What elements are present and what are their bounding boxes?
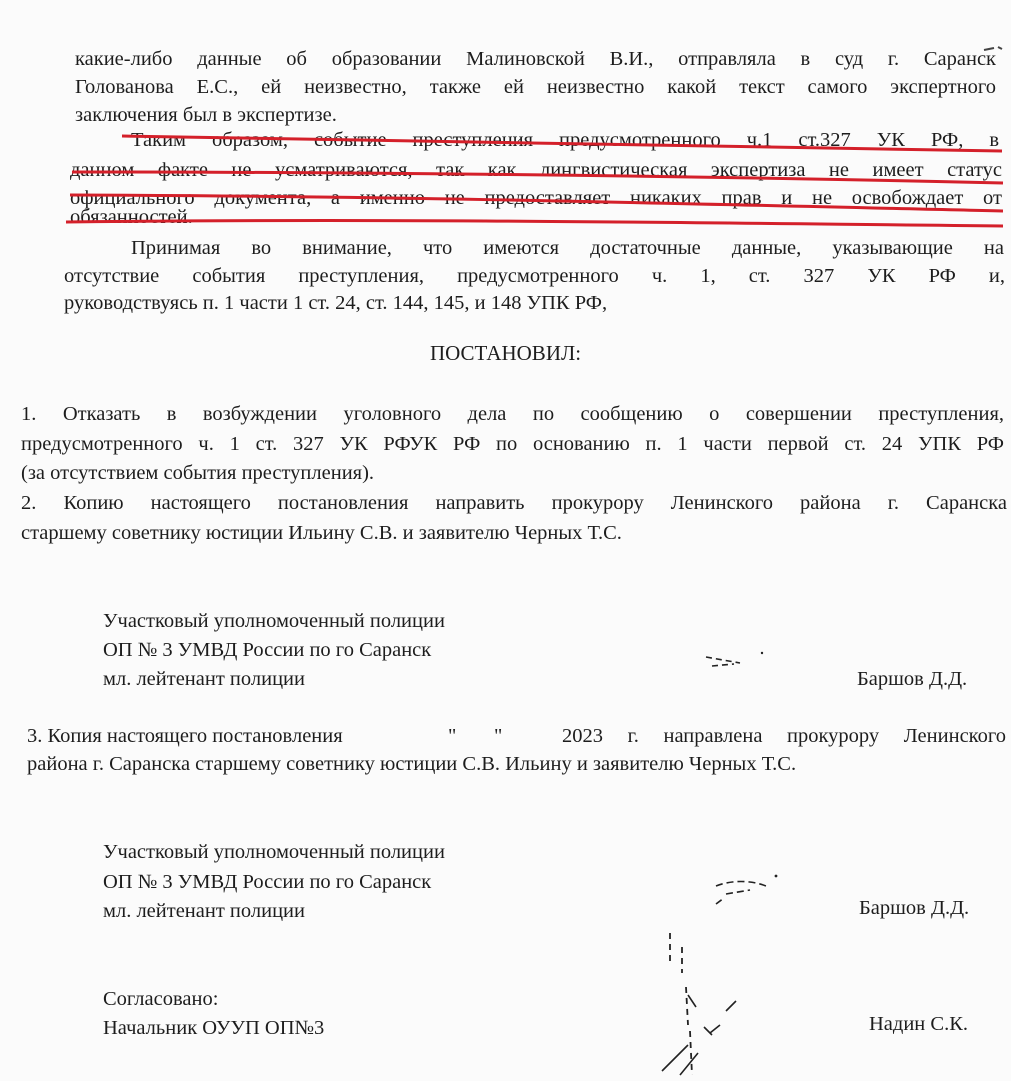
item3-line-2: района г. Саранска старшему советнику юстиции С.В. Ильину и заявителю Черных Т.С. — [27, 753, 797, 775]
underline-3 — [70, 195, 1003, 211]
item1-line-2: предусмотренного ч. 1 ст. 327 УК РФУК РФ по основанию п. 1 части первой ст. 24 УПК РФ — [21, 433, 1004, 455]
item3-quote-close: " — [494, 725, 503, 747]
paragraph-top-line-3: заключения был в экспертизе. — [75, 104, 337, 126]
signature1-position-line-3: мл. лейтенант полиции — [103, 668, 305, 690]
approval-signature-mark — [640, 925, 770, 1081]
signature2-position-line-3: мл. лейтенант полиции — [103, 900, 305, 922]
paragraph-considering-line-3: руководствуясь п. 1 части 1 ст. 24, ст. 144, 145, и 148 УПК РФ, — [64, 292, 608, 314]
signature1-position-line-1: Участковый уполномоченный полиции — [103, 610, 445, 632]
resolution-heading: ПОСТАНОВИЛ: — [429, 341, 582, 365]
paragraph-considering-line-2: отсутствие события преступления, предусмотренного ч. 1, ст. 327 УК РФ и, — [64, 265, 1005, 287]
paragraph-considering-line-1: Принимая во внимание, что имеются достаточные данные, указывающие на — [131, 237, 1004, 259]
item3-rest: 2023 г. направлена прокурору Ленинского — [562, 725, 1006, 747]
scan-speck — [980, 40, 1010, 60]
signature1-name: Баршов Д.Д. — [857, 668, 968, 690]
signature2-position-line-1: Участковый уполномоченный полиции — [103, 841, 445, 863]
signature2-name: Баршов Д.Д. — [859, 897, 970, 919]
item3-prefix: 3. Копия настоящего постановления — [27, 725, 343, 747]
paragraph-top-line-1: какие-либо данные об образовании Малиновской В.И., отправляла в суд г. Саранск — [75, 48, 996, 70]
signature2-position-line-2: ОП № 3 УМВД России по го Саранск — [103, 871, 432, 893]
signature2-mark — [706, 866, 796, 916]
approval-position: Начальник ОУУП ОП№3 — [103, 1017, 325, 1039]
item3-quote-open: " — [448, 725, 457, 747]
item2-line-2: старшему советнику юстиции Ильину С.В. и заявителю Черных Т.С. — [21, 522, 622, 544]
red-underline-marks — [0, 0, 1011, 240]
paragraph-highlight-line-3: официального документа, а именно не предоставляет никаких прав и не освобождает от — [70, 187, 1002, 209]
item1-line-3: (за отсутствием события преступления). — [21, 462, 375, 484]
signature1-mark — [700, 645, 780, 675]
underline-4 — [66, 221, 1003, 226]
underline-1 — [122, 136, 1002, 151]
paragraph-highlight-line-1: Таким образом, событие преступления предусмотренного ч.1 ст.327 УК РФ, в — [131, 129, 999, 151]
paragraph-highlight-line-2: данном факте не усматриваются, так как лингвистическая экспертиза не имеет статус — [70, 159, 1002, 181]
paragraph-highlight-line-4: обязанностей. — [70, 206, 193, 228]
paragraph-top-line-2: Голованова Е.С., ей неизвестно, также ей неизвестно какой текст самого экспертного — [75, 76, 996, 98]
signature1-position-line-2: ОП № 3 УМВД России по го Саранск — [103, 639, 432, 661]
item2-line-1: 2. Копию настоящего постановления направить прокурору Ленинского района г. Саранска — [21, 492, 1007, 514]
item1-line-1: 1. Отказать в возбуждении уголовного дела по сообщению о совершении преступления, — [21, 403, 1004, 425]
underline-2 — [72, 172, 1003, 183]
approval-name: Надин С.К. — [869, 1013, 968, 1035]
approval-label: Согласовано: — [103, 988, 219, 1010]
